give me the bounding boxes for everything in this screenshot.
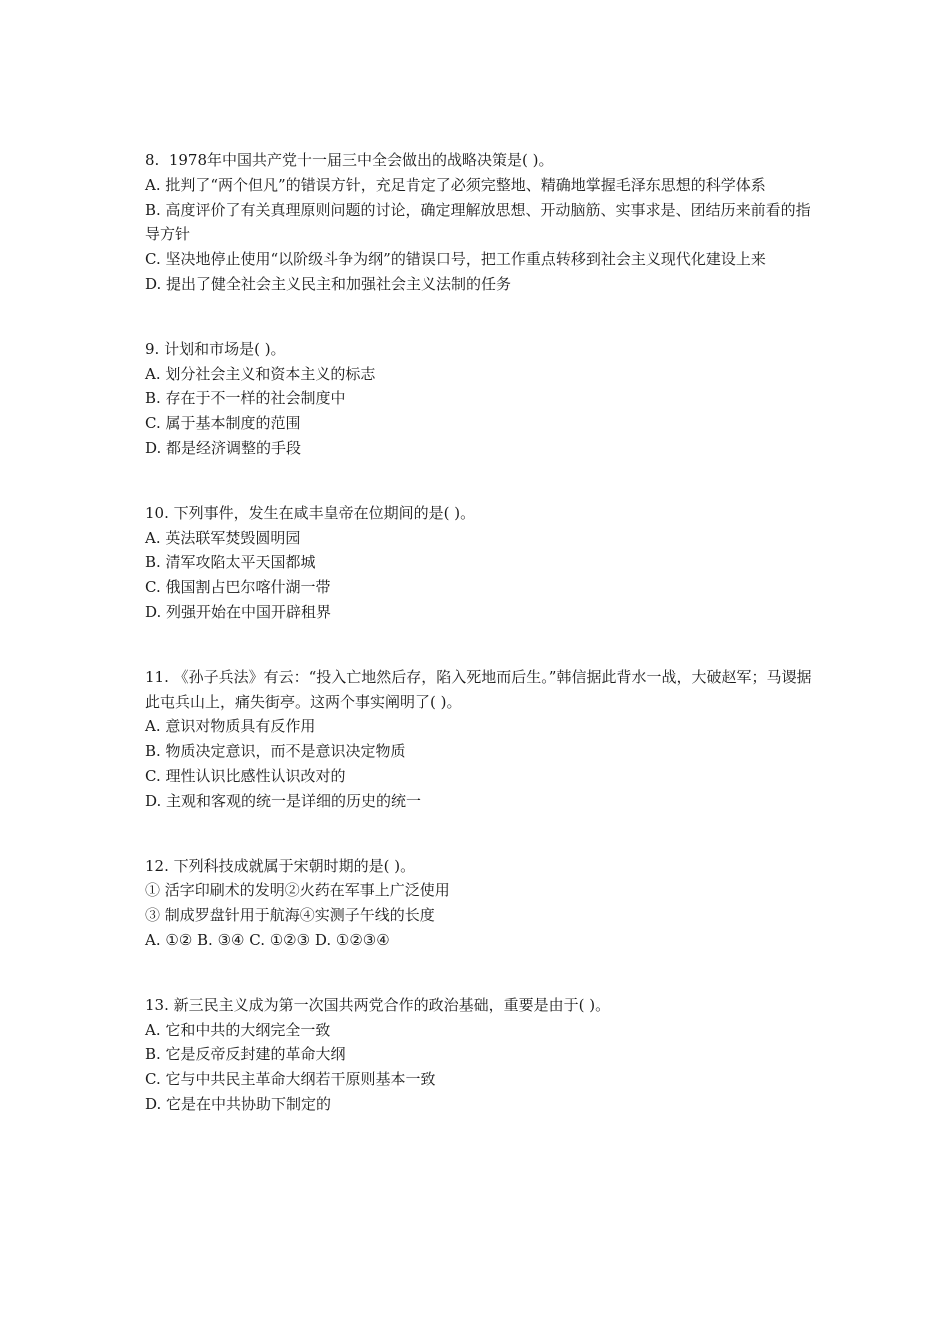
option-c: C. 属于基本制度的范围 <box>145 414 301 433</box>
question-12 <box>145 854 815 953</box>
option-b: B. 清军攻陷太平天国都城 <box>145 553 316 572</box>
answer-choices: A. ①② B. ③④ C. ①②③ D. ①②③④ <box>145 930 390 949</box>
option-d: D. 提出了健全社会主义民主和加强社会主义法制的任务 <box>145 274 512 293</box>
question-9 <box>145 337 815 461</box>
option-d: D. 它是在中共协助下制定的 <box>145 1094 332 1113</box>
question-stem: 9. 计划和市场是( )。 <box>145 339 286 358</box>
option-c: C. 它与中共民主革命大纲若干原则基本一致 <box>145 1070 436 1089</box>
question-stem: 13. 新三民主义成为第一次国共两党合作的政治基础，重要是由于( )。 <box>145 995 611 1014</box>
option-a: A. 意识对物质具有反作用 <box>145 717 316 736</box>
option-a: A. 批判了“两个但凡”的错误方针，充足肯定了必须完整地、精确地掌握毛泽东思想的科学体系 <box>145 175 766 194</box>
option-a: A. 它和中共的大纲完全一致 <box>145 1020 331 1039</box>
option-b: B. 物质决定意识，而不是意识决定物质 <box>145 742 406 761</box>
option-c: C. 理性认识比感性认识改对的 <box>145 766 346 785</box>
option-c: C. 坚决地停止使用“以阶级斗争为纲”的错误口号，把工作重点转移到社会主义现代化建设上来 <box>145 250 766 269</box>
exam-page <box>145 148 815 1157</box>
option-a: A. 划分社会主义和资本主义的标志 <box>145 364 376 383</box>
question-stem: 10. 下列事件，发生在咸丰皇帝在位期间的是( )。 <box>145 503 476 522</box>
question-10 <box>145 501 815 625</box>
option-d: D. 都是经济调整的手段 <box>145 438 302 457</box>
statement-line: ① 活字印刷术的发明②火药在军事上广泛使用 <box>145 881 450 900</box>
option-c: C. 俄国割占巴尔喀什湖一带 <box>145 578 331 597</box>
option-b: B. 存在于不一样的社会制度中 <box>145 389 346 408</box>
question-11 <box>145 665 815 814</box>
question-8 <box>145 148 815 297</box>
question-stem: 11. 《孙子兵法》有云：“投入亡地然后存，陷入死地而后生。”韩信据此背水一战，大破赵军；马谡据此屯兵山上，痛失街亭。这两个事实阐明了( )。 <box>145 667 812 711</box>
question-13 <box>145 993 815 1117</box>
question-stem: 12. 下列科技成就属于宋朝时期的是( )。 <box>145 856 416 875</box>
option-b: B. 高度评价了有关真理原则问题的讨论，确定理解放思想、开动脑筋、实事求是、团结历来前看的指导方针 <box>145 200 811 244</box>
option-d: D. 列强开始在中国开辟租界 <box>145 602 332 621</box>
statement-line: ③ 制成罗盘针用于航海④实测子午线的长度 <box>145 906 435 925</box>
question-stem: 8. 1978年中国共产党十一届三中全会做出的战略决策是( )。 <box>145 151 554 169</box>
option-a: A. 英法联军焚毁圆明园 <box>145 528 301 547</box>
option-d: D. 主观和客观的统一是详细的历史的统一 <box>145 791 422 810</box>
option-b: B. 它是反帝反封建的革命大纲 <box>145 1045 346 1064</box>
